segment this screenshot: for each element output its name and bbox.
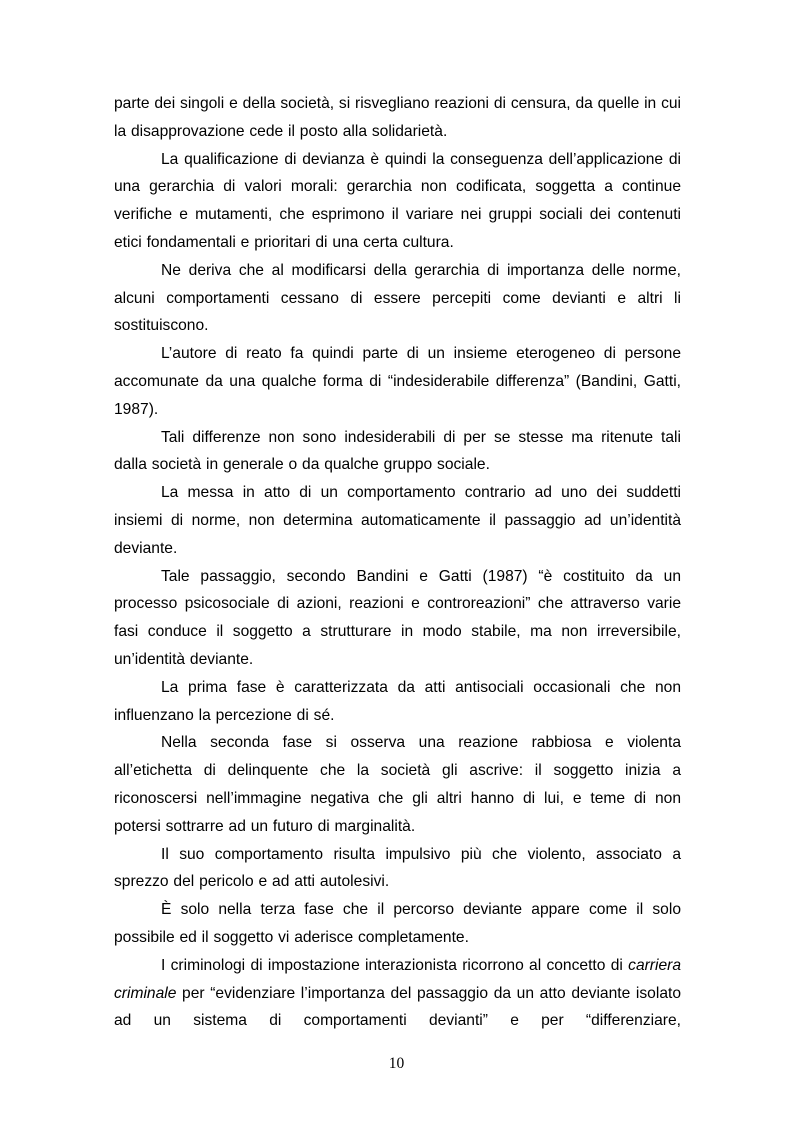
paragraph-second-phase: Nella seconda fase si osserva una reazione rabbiosa e violenta all’etichetta di delinquente che la società gli ascrive: il soggetto inizia a riconoscersi nell’immagine negativa che gli altri hanno di lui, e teme di non potersi sottrarre ad un futuro di marginalità.: [114, 734, 681, 835]
paragraph-third-phase: È solo nella terza fase che il percorso deviante appare come il solo possibile ed il soggetto vi aderisce completamente.: [114, 901, 681, 946]
paragraph-devianza-qualification: La qualificazione di devianza è quindi la conseguenza dell’applicazione di una gerarchia di valori morali: gerarchia non codificata, soggetta a continue verifiche e mutamenti, che esprimono il variare nei gruppi sociali dei contenuti etici fondamentali e prioritari di una certa cultura.: [114, 150, 681, 251]
criminal-career-text-before: I criminologi di impostazione interazionista ricorrono al concetto di: [161, 956, 629, 974]
page-number: 10: [388, 1055, 405, 1072]
paragraph-psychosocial-process: Tale passaggio, secondo Bandini e Gatti (1987) “è costituito da un processo psicosociale di azioni, reazioni e controreazioni” che attraverso varie fasi conduce il soggetto a strutturare in modo stabile, ma non irreversibile, un’identità deviante.: [114, 567, 681, 668]
paragraph-impulsive-behaviour: Il suo comportamento risulta impulsivo più che violento, associato a sprezzo del pericolo e ad atti autolesivi.: [114, 845, 681, 891]
paragraph-offender-group: L’autore di reato fa quindi parte di un insieme eterogeneo di persone accomunate da una qualche forma di “indesiderabile differenza” (Bandini, Gatti, 1987).: [114, 345, 681, 418]
paragraph-undesirable-differences: Tali differenze non sono indesiderabili di per se stesse ma ritenute tali dalla società in generale o da qualche gruppo sociale.: [114, 428, 681, 474]
criminal-career-text-after: per “evidenziare l’importanza del passaggio da un atto deviante isolato ad un sistema di comportamenti devianti” e per “differenziare,: [114, 984, 681, 1030]
paragraph-deviant-identity: La messa in atto di un comportamento contrario ad uno dei suddetti insiemi di norme, non determina automaticamente il passaggio ad un’identità deviante.: [114, 484, 681, 557]
paragraph-criminal-career: [114, 952, 681, 1035]
body-text: [114, 90, 681, 1035]
paragraph-norms-hierarchy: Ne deriva che al modificarsi della gerarchia di importanza delle norme, alcuni comportamenti cessano di essere percepiti come devianti e altri li sostituiscono.: [114, 261, 681, 335]
criminal-career-emphasis: carriera criminale: [114, 956, 681, 1002]
paragraph-continuation: parte dei singoli e della società, si risvegliano reazioni di censura, da quelle in cui la disapprovazione cede il posto alla solidarietà.: [114, 95, 681, 140]
paragraph-first-phase: La prima fase è caratterizzata da atti antisociali occasionali che non influenzano la percezione di sé.: [114, 678, 681, 724]
